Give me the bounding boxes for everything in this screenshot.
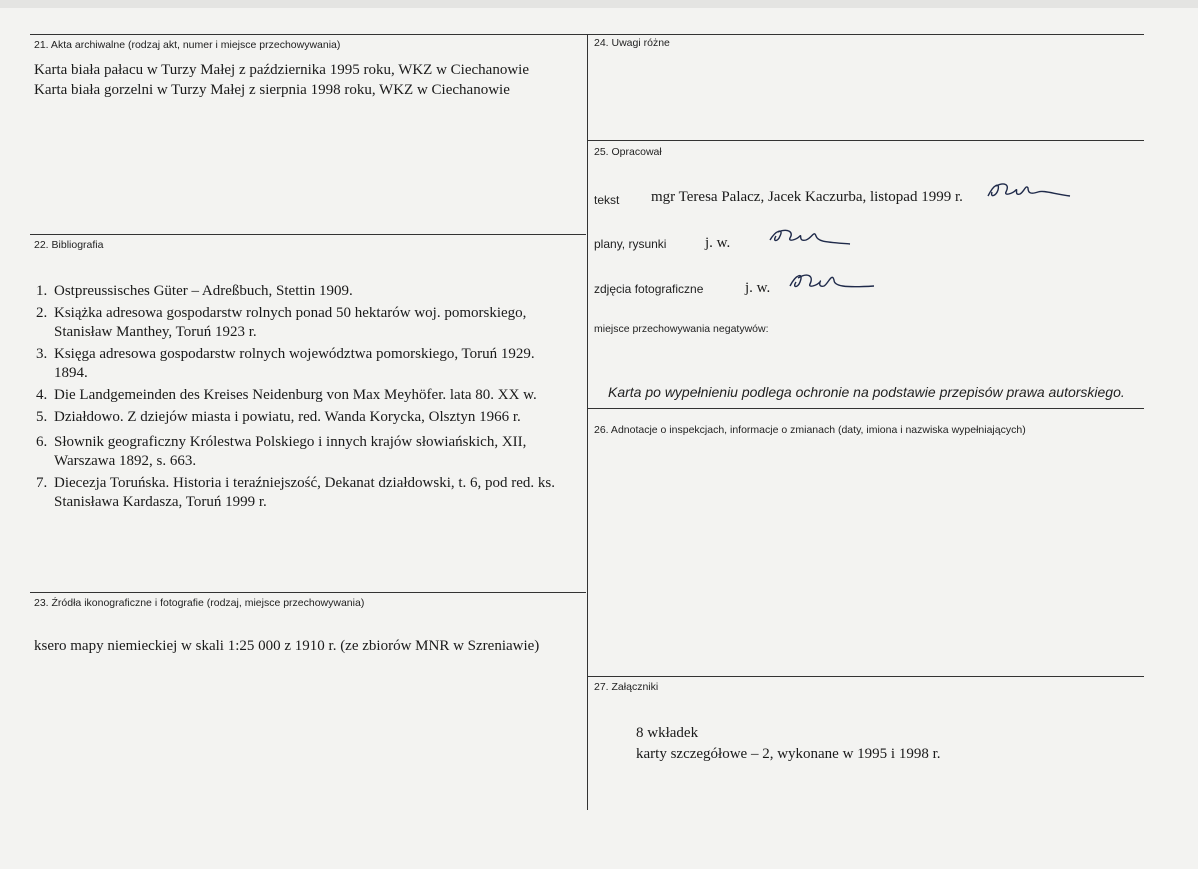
copyright-note: Karta po wypełnieniu podlega ochronie na podstawie przepisów prawa autorskiego. — [608, 384, 1125, 400]
rule-26-27 — [588, 676, 1144, 677]
zdjecia-label: zdjęcia fotograficzne — [594, 282, 704, 296]
section-22-label: 22. Bibliografia — [34, 239, 104, 251]
rule-22-23 — [30, 592, 586, 593]
section-21-line-2: Karta biała gorzelni w Turzy Małej z sierpnia 1998 roku, WKZ w Ciechanowie — [34, 82, 510, 98]
signature-icon — [984, 178, 1074, 206]
tekst-value: mgr Teresa Palacz, Jacek Kaczurba, listopad 1999 r. — [651, 189, 963, 205]
bibliography-item: 4. Die Landgemeinden des Kreises Neidenburg von Max Meyhöfer. lata 80. XX w. — [36, 387, 537, 403]
plany-value: j. w. — [705, 235, 731, 251]
section-24-label: 24. Uwagi różne — [594, 37, 670, 49]
section-26-label: 26. Adnotacje o inspekcjach, informacje o zmianach (daty, imiona i nazwiska wypełniających) — [594, 424, 1026, 436]
bibliography-item: 1. Ostpreussisches Güter – Adreßbuch, Stettin 1909. — [36, 283, 353, 299]
bibliography-item: 7. Diecezja Toruńska. Historia i teraźniejszość, Dekanat działdowski, t. 6, pod red. ks. Stanisława Kardasza, Toruń 1999 r. — [36, 475, 556, 510]
bibliography-item: 3. Księga adresowa gospodarstw rolnych województwa pomorskiego, Toruń 1929. 1894. — [36, 346, 535, 381]
bibliography-item: 2. Książka adresowa gospodarstw rolnych ponad 50 hektarów woj. pomorskiego, Stanisław Manthey, Toruń 1923 r. — [36, 305, 527, 340]
negatywy-label: miejsce przechowywania negatywów: — [594, 323, 769, 335]
section-23-text: ksero mapy niemieckiej w skali 1:25 000 z 1910 r. (ze zbiorów MNR w Szreniawie) — [34, 638, 540, 654]
signature-icon — [786, 268, 878, 298]
signature-icon — [766, 224, 856, 252]
section-27-line-1: 8 wkładek — [636, 725, 699, 741]
tekst-label: tekst — [594, 193, 620, 207]
plany-label: plany, rysunki — [594, 237, 667, 251]
section-21-line-1: Karta biała pałacu w Turzy Małej z października 1995 roku, WKZ w Ciechanowie — [34, 62, 529, 78]
rule-21-22 — [30, 234, 586, 235]
section-23-label: 23. Źródła ikonograficzne i fotografie (rodzaj, miejsce przechowywania) — [34, 597, 365, 609]
rule-25-26 — [588, 408, 1144, 409]
section-21-label: 21. Akta archiwalne (rodzaj akt, numer i miejsce przechowywania) — [34, 39, 341, 51]
zdjecia-value: j. w. — [745, 280, 771, 296]
rule-24-25 — [588, 140, 1144, 141]
top-scan-edge — [0, 0, 1198, 8]
rule-center — [587, 34, 588, 810]
bibliography-item: 6. Słownik geograficzny Królestwa Polskiego i innych krajów słowiańskich, XII, Warszawa 1892, s. 663. — [36, 434, 527, 469]
bibliography-item: 5. Działdowo. Z dziejów miasta i powiatu, red. Wanda Korycka, Olsztyn 1966 r. — [36, 409, 521, 425]
section-27-line-2: karty szczegółowe – 2, wykonane w 1995 i 1998 r. — [636, 746, 941, 762]
section-27-label: 27. Załączniki — [594, 681, 659, 693]
section-25-label: 25. Opracował — [594, 146, 662, 158]
bibliography-list — [36, 282, 555, 512]
